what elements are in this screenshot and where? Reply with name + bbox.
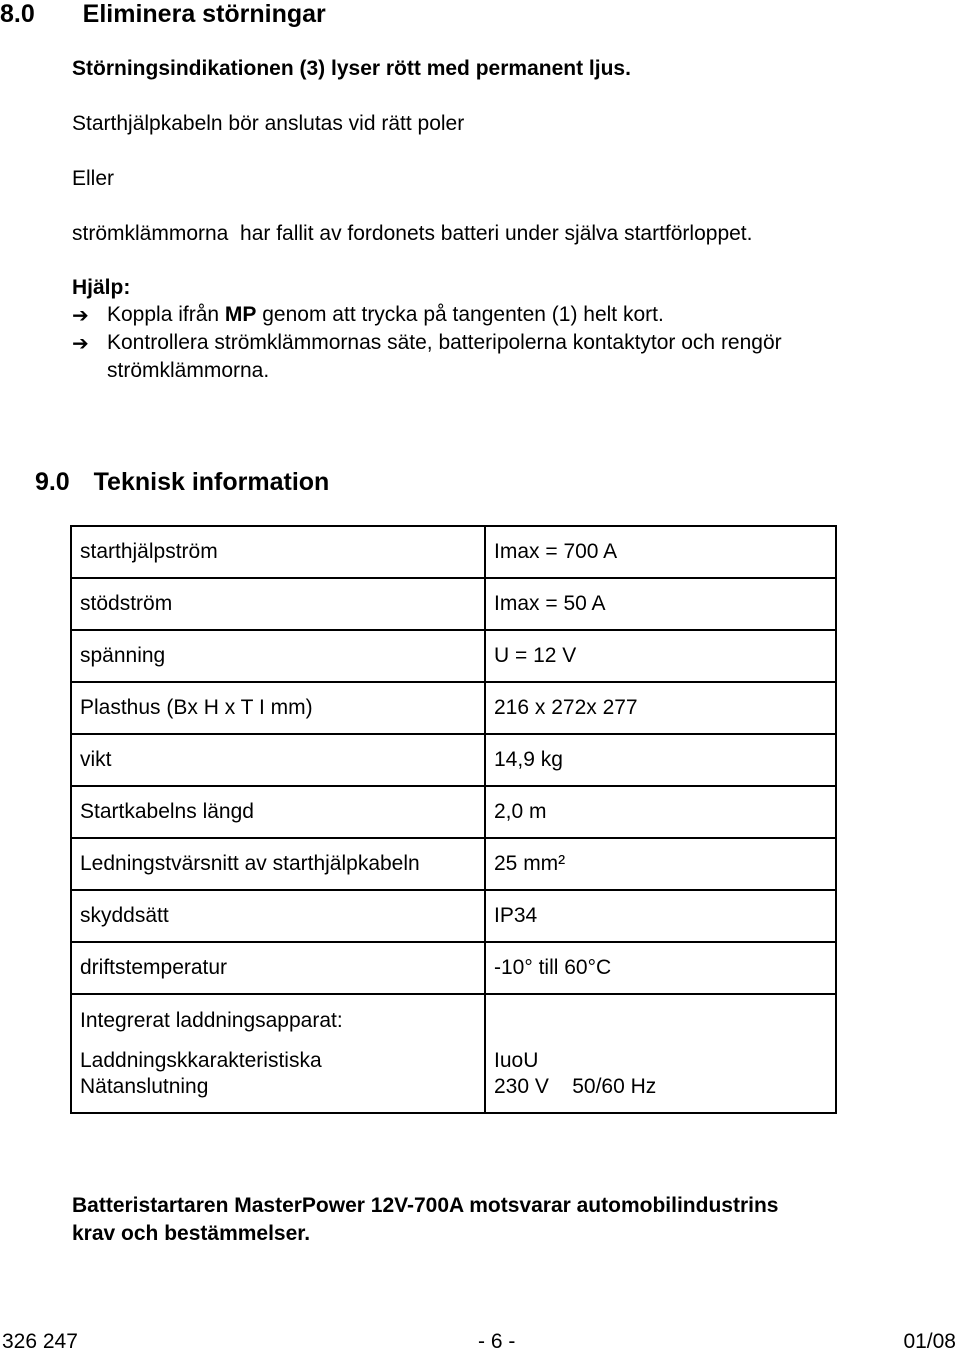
spec-label: vikt bbox=[71, 734, 485, 786]
spec-label: driftstemperatur bbox=[71, 942, 485, 994]
table-row bbox=[71, 838, 836, 890]
table-row bbox=[71, 578, 836, 630]
table-row bbox=[71, 890, 836, 942]
spec-label: starthjälpström bbox=[71, 526, 485, 578]
conclusion-line-2: krav och bestämmelser. bbox=[72, 1222, 311, 1245]
help-step-1: ➔ Koppla ifrån MP genom att trycka på tangenten (1) helt kort. bbox=[72, 303, 664, 327]
section-title: Eliminera störningar bbox=[82, 0, 326, 28]
spec-value: -10° till 60°C bbox=[485, 942, 836, 994]
spec-label: skyddsätt bbox=[71, 890, 485, 942]
arrow-right-icon: ➔ bbox=[72, 305, 89, 327]
section-title: Teknisk information bbox=[93, 468, 330, 496]
spec-value: U = 12 V bbox=[485, 630, 836, 682]
table-row bbox=[71, 734, 836, 786]
section-9-heading bbox=[0, 468, 329, 497]
section-number: 9.0 bbox=[34, 468, 70, 496]
spec-value: IP34 bbox=[485, 890, 836, 942]
arrow-right-icon: ➔ bbox=[72, 333, 89, 355]
spec-value: Imax = 700 A bbox=[485, 526, 836, 578]
cause-text-2: strömklämmorna har fallit av fordonets batteri under själva startförloppet. bbox=[72, 222, 753, 245]
help-step-2-continued: strömklämmorna. bbox=[107, 359, 270, 382]
conclusion-line-1: Batteristartaren MasterPower 12V-700A motsvarar automobilindustrins bbox=[72, 1194, 779, 1217]
spec-value: IuoU 230 V 50/60 Hz bbox=[485, 994, 836, 1113]
footer-date: 01/08 bbox=[903, 1330, 956, 1353]
table-row bbox=[71, 630, 836, 682]
spec-label: stödström bbox=[71, 578, 485, 630]
or-text: Eller bbox=[72, 167, 115, 190]
help-step-2: ➔ Kontrollera strömklämmornas säte, batteripolerna kontaktytor och rengör bbox=[72, 331, 782, 355]
spec-label: Startkabelns längd bbox=[71, 786, 485, 838]
technical-spec-table bbox=[70, 525, 837, 1114]
table-row bbox=[71, 682, 836, 734]
section-8-heading bbox=[0, 0, 326, 29]
footer-page-number: - 6 - bbox=[478, 1330, 516, 1353]
spec-label: Plasthus (Bx H x T I mm) bbox=[71, 682, 485, 734]
table-row bbox=[71, 942, 836, 994]
spec-value: Imax = 50 A bbox=[485, 578, 836, 630]
help-label: Hjälp: bbox=[72, 276, 131, 299]
table-row bbox=[71, 526, 836, 578]
spec-value: 2,0 m bbox=[485, 786, 836, 838]
table-row bbox=[71, 994, 836, 1113]
section-number: 8.0 bbox=[0, 0, 35, 28]
spec-value: 216 x 272x 277 bbox=[485, 682, 836, 734]
spec-value: 25 mm² bbox=[485, 838, 836, 890]
spec-label: Integrerat laddningsapparat: Laddningskkarakteristiska Nätanslutning bbox=[71, 994, 485, 1113]
spec-label: Ledningstvärsnitt av starthjälpkabeln bbox=[71, 838, 485, 890]
footer-document-number: 326 247 bbox=[2, 1330, 78, 1353]
fault-indicator-text: Störningsindikationen (3) lyser rött med permanent ljus. bbox=[72, 57, 631, 80]
cause-text-1: Starthjälpkabeln bör anslutas vid rätt poler bbox=[72, 112, 465, 135]
table-row bbox=[71, 786, 836, 838]
spec-label: spänning bbox=[71, 630, 485, 682]
spec-value: 14,9 kg bbox=[485, 734, 836, 786]
